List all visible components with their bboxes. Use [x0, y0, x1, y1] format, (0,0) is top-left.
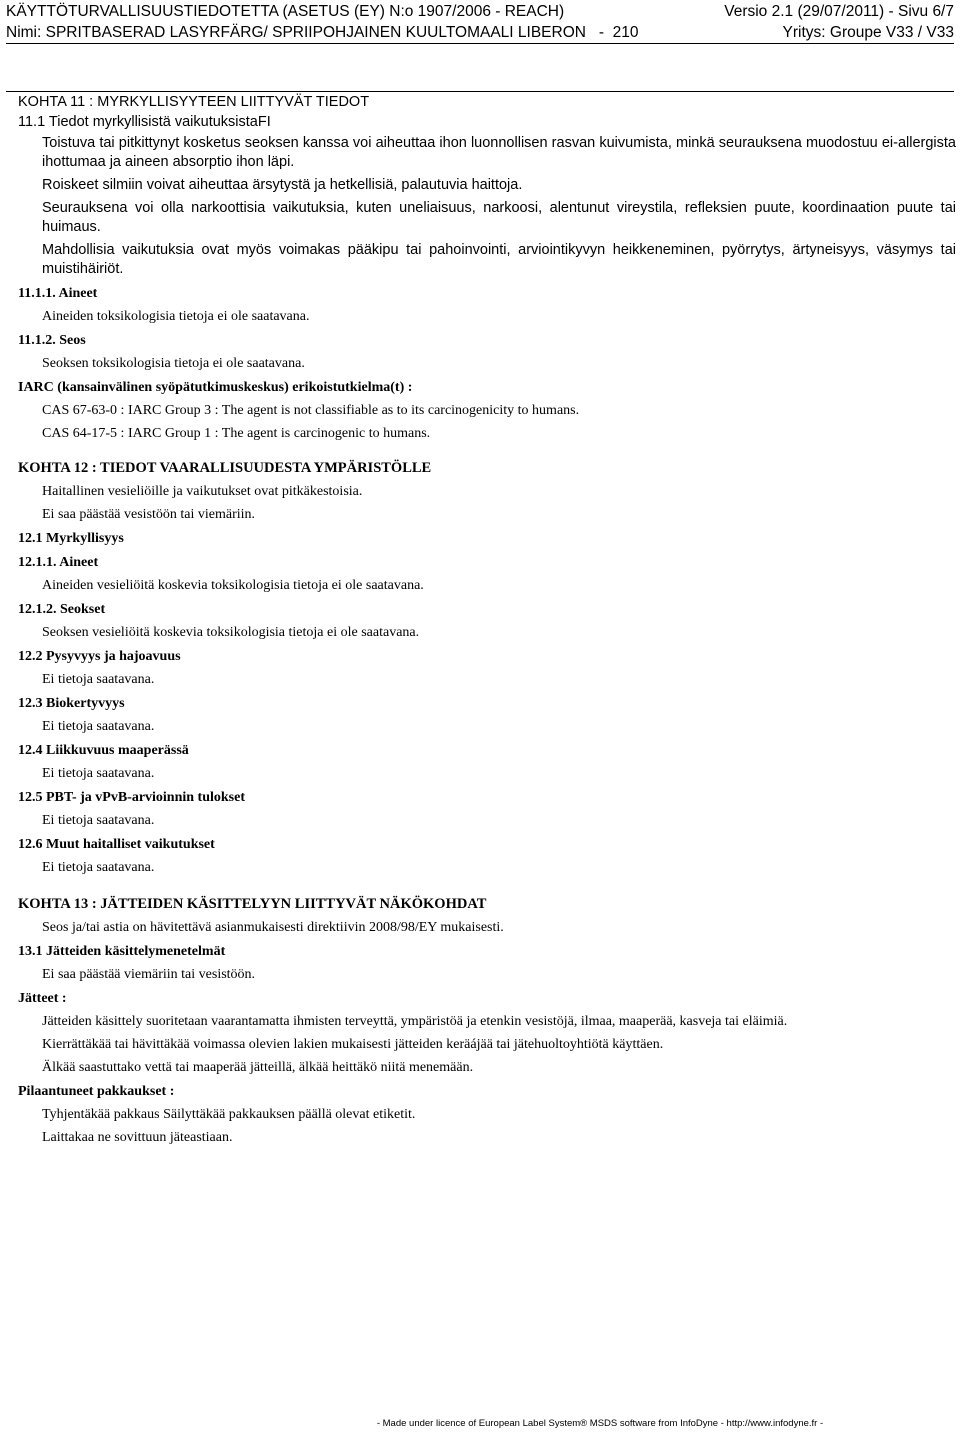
- section-12-1-1-text: Aineiden vesieliöitä koskevia toksikologisia tietoja ei ole saatavana.: [42, 578, 424, 593]
- section-11-title: KOHTA 11 : MYRKYLLISYYTEEN LIITTYVÄT TIEDOT: [18, 94, 370, 110]
- page-header: [0, 0, 960, 44]
- header-row-2: [6, 22, 954, 43]
- section-11-1-2-heading: 11.1.2. Seos: [18, 333, 86, 348]
- section-12-1-heading: 12.1 Myrkyllisyys: [18, 531, 124, 546]
- product-name: Nimi: SPRITBASERAD LASYRFÄRG/ SPRIIPOHJAINEN KUULTOMAALI LIBERON - 210: [6, 24, 639, 41]
- section-12-para-2: Ei saa päästää vesistöön tai viemäriin.: [42, 507, 256, 522]
- section-12-6-heading: 12.6 Muut haitalliset vaikutukset: [18, 837, 215, 852]
- iarc-heading: IARC (kansainvälinen syöpätutkimuskeskus) erikoistutkielma(t) :: [18, 380, 413, 395]
- section-13-title: KOHTA 13 : JÄTTEIDEN KÄSITTELYYN LIITTYVÄT NÄKÖKOHDAT: [18, 896, 487, 912]
- section-12-2-text: Ei tietoja saatavana.: [42, 672, 155, 687]
- waste-line-2: Kierrättäkää tai hävittäkää voimassa olevien lakien mukaisesti jätteiden keräájää tai jätehuoltoyhtiötä käyttäen.: [42, 1037, 664, 1052]
- section-12-4-text: Ei tietoja saatavana.: [42, 766, 155, 781]
- section-12-1-2-heading: 12.1.2. Seokset: [18, 602, 106, 617]
- section-13-1-heading: 13.1 Jätteiden käsittelymenetelmät: [18, 944, 226, 959]
- company-name: Yritys: Groupe V33 / V33: [782, 24, 954, 41]
- waste-line-1: Jätteiden käsittely suoritetaan vaarantamatta ihmisten terveyttä, ympäristöä ja etenkin vesistöjä, ilmaa, maaperää, kasveja tai eläimiä.: [42, 1014, 788, 1029]
- section-12-2-heading: 12.2 Pysyvyys ja hajoavuus: [18, 649, 181, 664]
- section-11-1-heading: 11.1 Tiedot myrkyllisistä vaikutuksistaFI: [18, 114, 271, 130]
- section-13-1-text: Ei saa päästää viemäriin tai vesistöön.: [42, 967, 256, 982]
- section-12-1-1-heading: 12.1.1. Aineet: [18, 555, 99, 570]
- section-11-para-3: Seurauksena voi olla narkoottisia vaikutuksia, kuten uneliaisuus, narkoosi, alentunut vireystila, refleksien puute, koordinaation puute tai huimaus.: [42, 200, 956, 235]
- section-12-6-text: Ei tietoja saatavana.: [42, 860, 155, 875]
- document-body: [18, 92, 956, 1147]
- page-footer: - Made under licence of European Label System® MSDS software from InfoDyne - http://www.infodyne.fr -: [376, 1418, 824, 1429]
- document-title: KÄYTTÖTURVALLISUUSTIEDOTETTA (ASETUS (EY) N:o 1907/2006 - REACH): [6, 3, 565, 20]
- section-12-4-heading: 12.4 Liikkuvuus maaperässä: [18, 743, 189, 758]
- header-divider: [6, 43, 954, 44]
- section-12-5-text: Ei tietoja saatavana.: [42, 813, 155, 828]
- waste-heading: Jätteet :: [18, 991, 67, 1006]
- version-page: Versio 2.1 (29/07/2011) - Sivu 6/7: [724, 3, 954, 20]
- section-12-title: KOHTA 12 : TIEDOT VAARALLISUUDESTA YMPÄRISTÖLLE: [18, 460, 432, 476]
- iarc-entry-2: CAS 64-17-5 : IARC Group 1 : The agent is carcinogenic to humans.: [42, 426, 431, 441]
- section-12: [18, 459, 956, 877]
- section-11: [18, 92, 956, 443]
- section-12-3-heading: 12.3 Biokertyvyys: [18, 696, 125, 711]
- section-12-para-1: Haitallinen vesieliöille ja vaikutukset ovat pitkäkestoisia.: [42, 484, 363, 499]
- section-13-para-1: Seos ja/tai astia on hävitettävä asianmukaisesti direktiivin 2008/98/EY mukaisesti.: [42, 920, 504, 935]
- packaging-line-1: Tyhjentäkää pakkaus Säilyttäkää pakkauksen päällä olevat etiketit.: [42, 1107, 416, 1122]
- section-11-para-1: Toistuva tai pitkittynyt kosketus seoksen kanssa voi aiheuttaa ihon luonnollisen rasvan kuivumista, minkä seurauksena muodostuu ei-allergista ihottumaa ja aineen absorptio ihon läpi.: [42, 135, 956, 170]
- section-11-para-4: Mahdollisia vaikutuksia ovat myös voimakas pääkipu tai pahoinvointi, arviointikyvyn heikkeneminen, pyörrytys, ärtyneisyys, väsymys tai muistihäiriöt.: [42, 242, 956, 277]
- section-11-1-1-text: Aineiden toksikologisia tietoja ei ole saatavana.: [42, 309, 310, 324]
- packaging-heading: Pilaantuneet pakkaukset :: [18, 1084, 175, 1099]
- packaging-line-2: Laittakaa ne sovittuun jäteastiaan.: [42, 1130, 233, 1145]
- section-11-1-1-heading: 11.1.1. Aineet: [18, 286, 98, 301]
- section-11-1-2-text: Seoksen toksikologisia tietoja ei ole saatavana.: [42, 356, 305, 371]
- section-13: [18, 895, 956, 1147]
- section-12-5-heading: 12.5 PBT- ja vPvB-arvioinnin tulokset: [18, 790, 246, 805]
- header-row-1: [6, 1, 954, 22]
- section-12-1-2-text: Seoksen vesieliöitä koskevia toksikologisia tietoja ei ole saatavana.: [42, 625, 420, 640]
- iarc-entry-1: CAS 67-63-0 : IARC Group 3 : The agent is not classifiable as to its carcinogenicity to humans.: [42, 403, 580, 418]
- waste-line-3: Älkää saastuttako vettä tai maaperää jätteillä, älkää heittäkö niitä menemään.: [42, 1060, 474, 1075]
- section-12-3-text: Ei tietoja saatavana.: [42, 719, 155, 734]
- section-11-para-2: Roiskeet silmiin voivat aiheuttaa ärsytystä ja hetkellisiä, palautuvia haittoja.: [42, 177, 523, 193]
